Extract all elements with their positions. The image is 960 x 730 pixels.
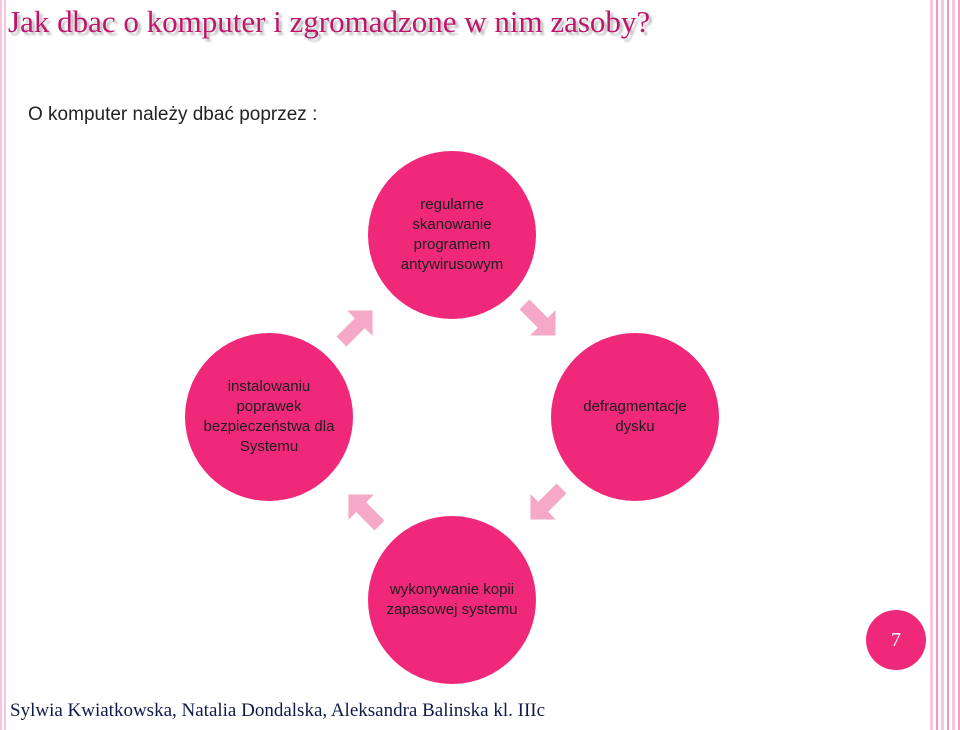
arrow-right-up-icon (333, 302, 381, 350)
page-number-badge: 7 (866, 610, 926, 670)
arrow-left-up-icon (340, 486, 388, 534)
cycle-node-backup (368, 516, 536, 684)
cycle-node-defragmentation (551, 333, 719, 501)
right-decorative-stripes (930, 0, 960, 730)
arrow-left-down-icon (522, 480, 570, 528)
cycle-node-antivirus (368, 151, 536, 319)
cycle-node-label: regularne skanowanie programem antywirusowym (400, 196, 504, 273)
slide-subtitle: O komputer należy dbać poprzez : (28, 104, 318, 125)
cycle-node-label: wykonywanie kopii zapasowej systemu (386, 581, 518, 618)
slide-title: Jak dbac o komputer i zgromadzone w nim zasoby? (8, 4, 651, 39)
left-decorative-border (0, 0, 6, 730)
slide-footer: Sylwia Kwiatkowska, Natalia Dondalska, Aleksandra Balinska kl. IIIc (10, 700, 546, 721)
arrow-right-down-icon (516, 296, 564, 344)
cycle-node-security-updates (185, 333, 353, 501)
cycle-node-label: defragmentacje dysku (583, 398, 687, 435)
cycle-node-label: instalowaniu poprawek bezpieczeństwa dla Systemu (203, 378, 335, 455)
